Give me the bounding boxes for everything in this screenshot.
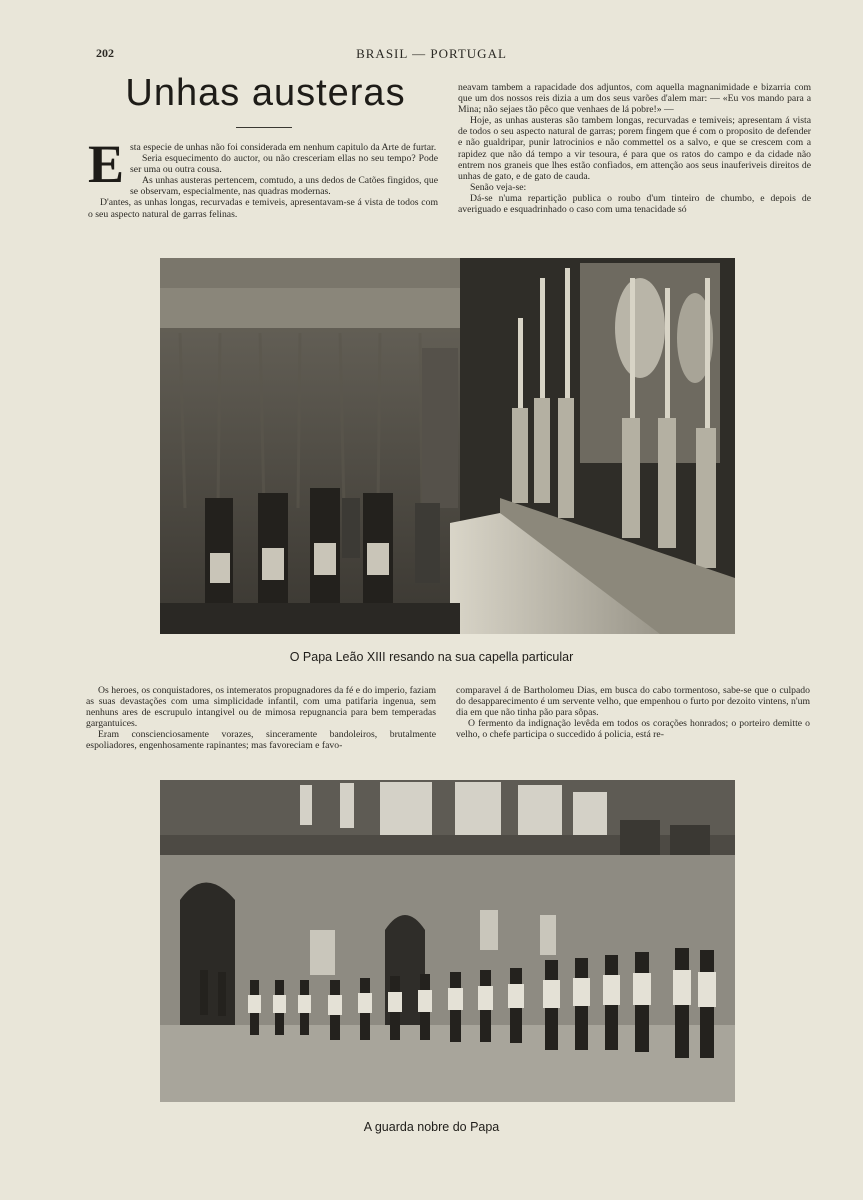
photo-papal-chapel bbox=[160, 258, 735, 634]
paragraph: sta especie de unhas não foi considerada em nenhum capitulo da Arte de furtar. bbox=[130, 142, 437, 153]
paragraph: neavam tambem a rapacidade dos adjuntos, com aquella magnanimidade e bizarria com que um dos nossos reis dizia a um dos seus varões d'alem mar: — «Eu vos mando para a Mina; não sejaes tão pêco que venhaes de lá pobre!» — bbox=[458, 82, 811, 116]
figure-caption-2: A guarda nobre do Papa bbox=[363, 1120, 500, 1134]
running-head: BRASIL — PORTUGAL bbox=[356, 46, 507, 61]
paragraph: Dá-se n'uma repartição publica o roubo d'um tinteiro de chumbo, e depois de averiguado e esquadrinhado o caso com uma tenacidade só bbox=[458, 192, 811, 216]
text-column-1 bbox=[88, 134, 438, 220]
page-header bbox=[0, 46, 863, 64]
paragraph: Senão veja-se: bbox=[470, 181, 527, 193]
paragraph: O fermento da indignação levêda em todos os corações honrados; o porteiro demitte o velho, o chefe participa o succedido á policia, está re- bbox=[456, 718, 810, 741]
figure-caption-1: O Papa Leão XIII resando na sua capella particular bbox=[289, 650, 574, 664]
text-column-2 bbox=[458, 82, 811, 215]
paragraph: Hoje, as unhas austeras são tambem longas, recurvadas e temiveis; apresentam á vista de todos o seu aspecto natural de garras; porem fingem que é com o proposito de defender e não gualdripar, punir latrocinios e não commettel os a salvo, e que se crescem com a rapidez que não dá tempo a vir tesoura, é para que os ratos do campo e da cidade não entrem nos graneis que lhes estão confiados, em attenção aos seus inauferiveis direitos de unhas de gato, e de gato de cauda. bbox=[458, 115, 811, 182]
page-number: 202 bbox=[96, 46, 114, 60]
paragraph: Eram conscienciosamente vorazes, sinceramente bandoleiros, brutalmente espoliadores, engenhosamente rapinantes; mas favoreciam e favo- bbox=[86, 729, 436, 752]
paragraph: D'antes, as unhas longas, recurvadas e temiveis, apresentavam-se á vista de todos com o seu aspecto natural de garras felinas. bbox=[88, 197, 438, 220]
paragraph: Seria esquecimento do auctor, ou não cresceriam ellas no seu tempo? Pode ser uma ou outra cousa. bbox=[130, 153, 438, 176]
text-column-4 bbox=[456, 685, 810, 740]
paragraph: As unhas austeras pertencem, comtudo, a uns dedos de Catões fingidos, que se observam, especialmente, nas quadras modernas. bbox=[130, 175, 438, 198]
photo-noble-guard bbox=[160, 780, 735, 1102]
text-column-3 bbox=[86, 685, 436, 752]
paragraph: comparavel á de Bartholomeu Dias, em busca do cabo tormentoso, sabe-se que o culpado do desapparecimento é um servente velho, que empenhou o furto por dezoito vintens, n'um dia em que não tinha pão para sôpas. bbox=[456, 685, 810, 719]
title-rule bbox=[236, 127, 292, 128]
drop-cap: E bbox=[88, 134, 125, 194]
paragraph: Os heroes, os conquistadores, os intemeratos propugnadores da fé e do imperio, faziam as suas devastações com uma simplicidade infantil, com uma patifaria ingenua, sem nenhuns ares de escrupulo intangivel ou de mimosa repugnancia para bem temperadas gargantuices. bbox=[86, 685, 436, 730]
article-title: Unhas austeras bbox=[125, 72, 406, 114]
